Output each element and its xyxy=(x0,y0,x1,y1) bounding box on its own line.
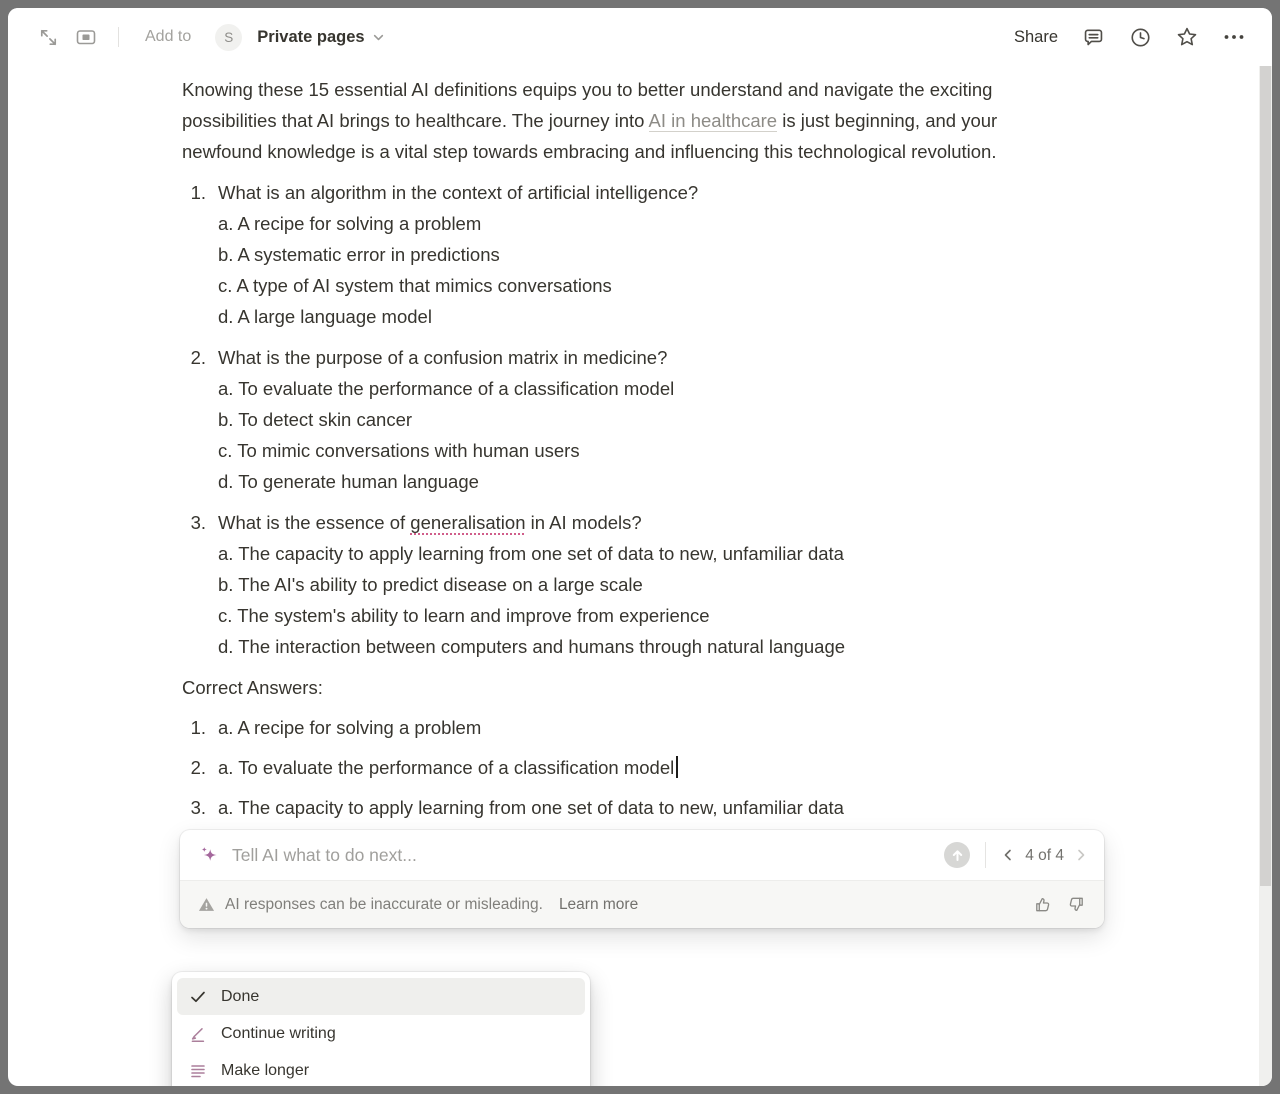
learn-more-link[interactable]: Learn more xyxy=(558,896,639,913)
ai-in-healthcare-link[interactable]: AI in healthcare xyxy=(648,110,778,131)
thumbs-up-icon[interactable] xyxy=(1033,895,1052,914)
question-option: c. The system's ability to learn and improve from experience xyxy=(218,605,710,626)
question-text: What is the purpose of a confusion matrix in medicine? xyxy=(218,347,668,368)
page-content xyxy=(8,66,1272,928)
toolbar xyxy=(8,8,1272,66)
question-item xyxy=(182,342,1082,497)
question-option: b. A systematic error in predictions xyxy=(218,244,500,265)
ai-input[interactable]: Tell AI what to do next... xyxy=(232,844,417,865)
notion-window xyxy=(8,8,1272,1086)
answer-item xyxy=(182,752,1082,783)
menu-item-label: Make longer xyxy=(221,1061,310,1079)
chevron-right-icon[interactable] xyxy=(1074,848,1088,862)
answer-number: 3. xyxy=(190,797,206,818)
answer-text: a. The capacity to apply learning from one set of data to new, unfamiliar data xyxy=(218,797,844,818)
question-option: b. The AI's ability to predict disease on a large scale xyxy=(218,574,643,595)
answer-text-span: a. To evaluate the performance of a classification model xyxy=(218,757,675,778)
ai-sparkle-icon xyxy=(198,844,220,866)
share-button[interactable]: Share xyxy=(1013,27,1058,46)
question-text-after: in AI models? xyxy=(525,512,642,533)
scrollbar-thumb[interactable] xyxy=(1260,66,1271,886)
thumbs-down-icon[interactable] xyxy=(1067,895,1086,914)
intro-text-before: Knowing these 15 essential AI definitions equips you to better understand and navigate the exciting possibilities that AI brings to healthcare. The journey into xyxy=(182,79,993,131)
intro-text-after: is just beginning, and your newfound knowledge is a vital step towards embracing and influencing this technological revolution. xyxy=(182,110,998,162)
question-item xyxy=(182,177,1082,332)
more-ellipsis-icon[interactable] xyxy=(1222,25,1246,49)
ai-notice-bar xyxy=(180,880,1104,928)
intro-paragraph xyxy=(182,74,1082,167)
history-clock-icon[interactable] xyxy=(1128,25,1152,49)
question-text-before: What is the essence of xyxy=(218,512,411,533)
text-cursor xyxy=(676,756,678,778)
ai-prompt-panel xyxy=(180,830,1104,928)
question-option: a. The capacity to apply learning from one set of data to new, unfamiliar data xyxy=(218,543,844,564)
warning-icon xyxy=(198,896,215,913)
menu-item-done[interactable] xyxy=(177,978,585,1015)
chevron-down-icon xyxy=(372,31,385,44)
question-text xyxy=(218,507,1082,538)
ai-input-row xyxy=(180,830,1104,880)
question-option: a. To evaluate the performance of a classification model xyxy=(218,378,675,399)
question-option: d. The interaction between computers and humans through natural language xyxy=(218,636,846,657)
scrollbar-track[interactable] xyxy=(1259,66,1272,1086)
text-lines-icon xyxy=(188,1062,208,1080)
ai-action-menu xyxy=(172,972,590,1086)
side-peek-icon[interactable] xyxy=(74,25,98,49)
question-item xyxy=(182,507,1082,662)
question-option: a. A recipe for solving a problem xyxy=(218,213,482,234)
menu-item-make-longer[interactable] xyxy=(177,1052,585,1086)
answers-heading: Correct Answers: xyxy=(182,677,323,698)
pencil-icon xyxy=(188,1025,208,1043)
answer-item xyxy=(182,712,1082,743)
menu-item-continue-writing[interactable] xyxy=(177,1015,585,1052)
question-option: c. A type of AI system that mimics conversations xyxy=(218,275,612,296)
question-option: d. A large language model xyxy=(218,306,432,327)
favorite-star-icon[interactable] xyxy=(1175,25,1199,49)
check-icon xyxy=(188,988,208,1006)
answer-number: 1. xyxy=(190,717,206,738)
input-divider xyxy=(985,842,986,868)
add-to-label: Add to xyxy=(145,28,192,45)
chevron-left-icon[interactable] xyxy=(1001,848,1015,862)
menu-item-label: Done xyxy=(221,987,260,1005)
expand-icon[interactable] xyxy=(36,25,60,49)
menu-item-label: Continue writing xyxy=(221,1024,336,1042)
response-pagination xyxy=(1001,840,1088,871)
question-option: c. To mimic conversations with human users xyxy=(218,440,580,461)
comments-icon[interactable] xyxy=(1081,25,1105,49)
answer-text xyxy=(218,752,1082,783)
question-number: 2. xyxy=(190,347,206,368)
question-option: b. To detect skin cancer xyxy=(218,409,413,430)
answer-text: a. A recipe for solving a problem xyxy=(218,717,482,738)
question-number: 3. xyxy=(190,512,206,533)
question-text: What is an algorithm in the context of artificial intelligence? xyxy=(218,182,699,203)
workspace-badge: S xyxy=(215,24,242,51)
private-pages-dropdown[interactable] xyxy=(205,24,384,51)
page-count: 4 of 4 xyxy=(1025,846,1064,864)
answer-item xyxy=(182,792,1082,823)
send-button[interactable] xyxy=(944,842,970,868)
ai-notice-text: AI responses can be inaccurate or misleading. xyxy=(225,896,543,913)
question-option: d. To generate human language xyxy=(218,471,479,492)
question-number: 1. xyxy=(190,182,206,203)
toolbar-divider xyxy=(118,27,119,47)
answer-number: 2. xyxy=(190,757,206,778)
private-pages-label: Private pages xyxy=(257,27,365,46)
misspelled-word: generalisation xyxy=(410,512,526,533)
